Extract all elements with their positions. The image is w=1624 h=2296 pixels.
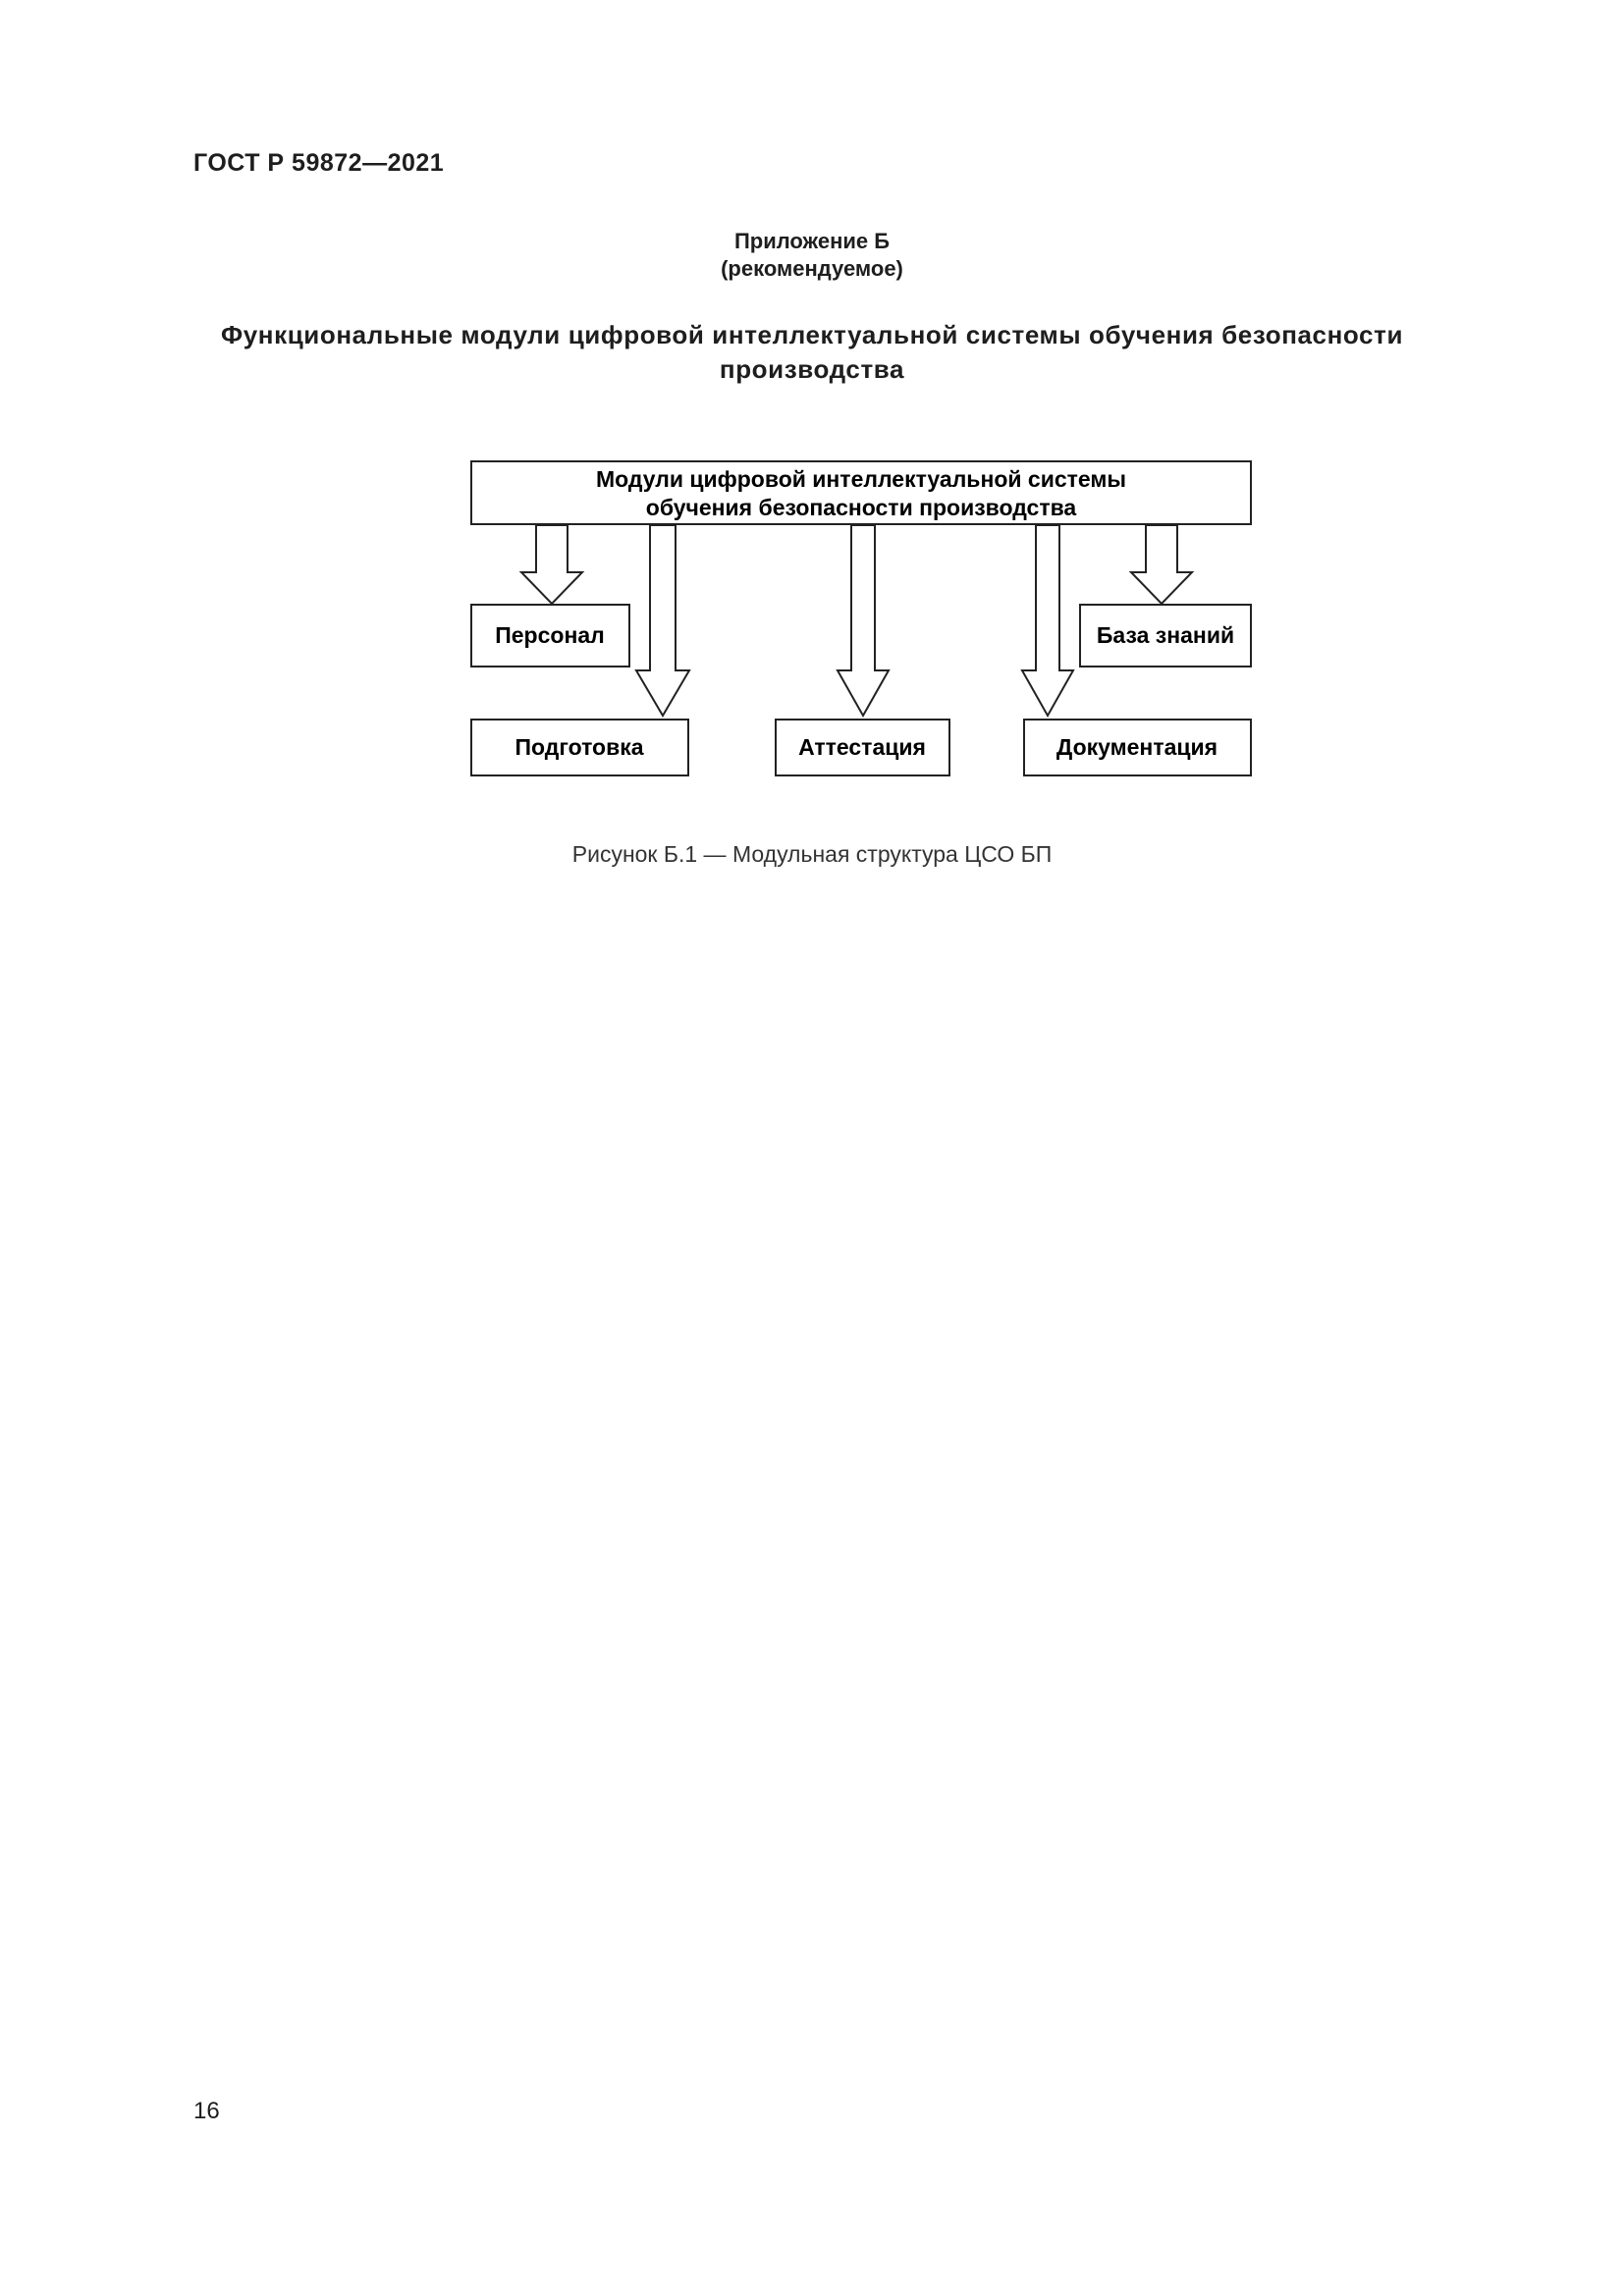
attestation-label: Аттестация xyxy=(798,734,926,760)
root-module-label-line2: обучения безопасности производства xyxy=(645,495,1077,520)
arrow-to-training xyxy=(636,525,689,716)
section-title-line2: производства xyxy=(719,354,905,384)
annex-title: Приложение Б xyxy=(733,229,891,253)
arrow-to-knowledge-base xyxy=(1131,525,1192,604)
root-module-label-line1: Модули цифровой интеллектуальной системы xyxy=(595,466,1127,492)
arrow-to-personnel xyxy=(521,525,582,604)
documentation-label: Документация xyxy=(1056,734,1218,760)
arrow-to-attestation xyxy=(838,525,889,716)
figure-caption: Рисунок Б.1 — Модульная структура ЦСО БП xyxy=(571,841,1053,867)
document-header: ГОСТ Р 59872—2021 xyxy=(193,149,445,177)
training-label: Подготовка xyxy=(514,734,644,760)
personnel-label: Персонал xyxy=(495,622,605,648)
module-structure-diagram xyxy=(0,0,1624,883)
arrow-to-documentation xyxy=(1022,525,1073,716)
annex-status: (рекомендуемое) xyxy=(721,256,903,281)
knowledge-base-label: База знаний xyxy=(1096,622,1235,648)
section-title-line1: Функциональные модули цифровой интеллектуальной системы обучения безопасности xyxy=(220,320,1404,349)
page-number: 16 xyxy=(193,2098,220,2124)
